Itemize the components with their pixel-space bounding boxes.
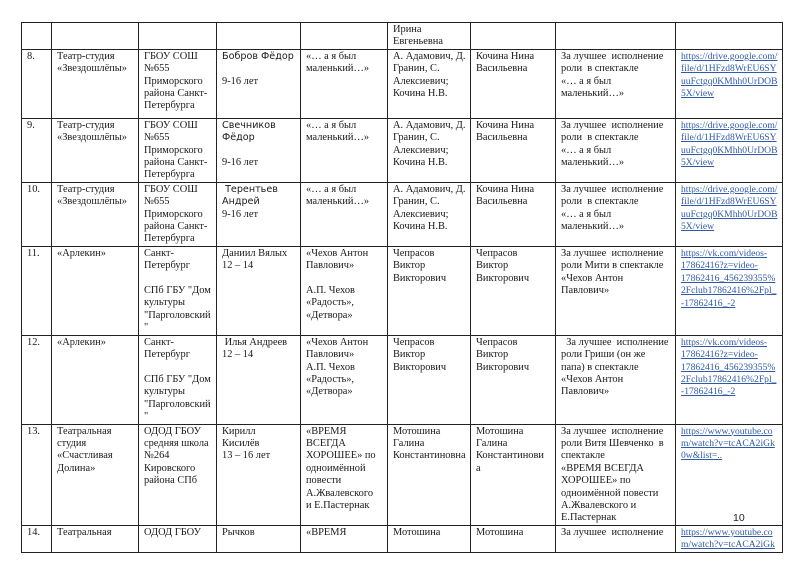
director-text: Чепрасов	[476, 336, 518, 348]
director-text: Константинови	[476, 450, 544, 462]
play-text: «… а я был	[306, 50, 357, 62]
cell-num	[22, 182, 52, 246]
nomination-text: «Чехов Антон	[561, 373, 624, 385]
cell-director	[471, 525, 556, 552]
org-text: Приморского	[144, 144, 203, 156]
video-link-line[interactable]: file/d/1HFzd8WrEU6SY	[681, 63, 777, 75]
org-text	[144, 362, 213, 374]
cell-link[interactable]	[676, 118, 783, 182]
cell-link[interactable]	[676, 23, 783, 50]
page-number: 10	[733, 512, 745, 524]
row-number: 9.	[27, 119, 35, 131]
author-text: Гранин, С.	[393, 63, 440, 75]
cell-studio	[52, 424, 139, 525]
cell-nomination	[556, 525, 676, 552]
studio-text: «Звездошлёпы»	[57, 63, 127, 75]
org-text: культуры	[144, 386, 185, 398]
cell-play	[301, 118, 388, 182]
video-link-line[interactable]: https://drive.google.com/	[681, 50, 778, 62]
cell-org	[139, 246, 217, 335]
cell-nomination	[556, 49, 676, 118]
director-text: Викторович	[476, 361, 530, 373]
cell-author	[388, 335, 471, 424]
author-text: Чепрасов	[393, 247, 435, 259]
nomination-text: «… а я был	[561, 144, 612, 156]
author-text: Кочина Н.В.	[393, 157, 448, 169]
cell-play	[301, 335, 388, 424]
studio-text: Театр-студия	[57, 183, 115, 195]
nomination-text: одноимённой повести	[561, 487, 659, 499]
cell-org	[139, 118, 217, 182]
nomination-text: За лучшее исполнение	[561, 119, 664, 131]
participant-text: Бобров Фёдор	[222, 50, 294, 62]
video-link-line[interactable]: 5X/view	[681, 88, 715, 100]
video-link-line[interactable]: 2Fclub17862416%2Fpl_	[681, 285, 777, 297]
participant-text: 9-16 лет	[222, 75, 258, 87]
author-text: Алексиевич;	[393, 144, 449, 156]
org-text: ОДОД ГБОУ	[144, 526, 201, 538]
org-text: района Санкт-	[144, 221, 208, 233]
org-text: №655	[144, 196, 170, 208]
cell-link[interactable]	[676, 246, 783, 335]
org-text: средняя школа	[144, 437, 209, 449]
director-text: Васильевна	[476, 132, 528, 144]
cell-nomination	[556, 23, 676, 50]
participant-text: Даниил Вялых	[222, 247, 288, 259]
author-text: А. Адамович, Д.	[393, 119, 466, 131]
cell-link[interactable]	[676, 49, 783, 118]
cell-nomination	[556, 182, 676, 246]
cell-studio	[52, 335, 139, 424]
nomination-text: ХОРОШЕЕ» по	[561, 475, 631, 487]
org-text: Петербурга	[144, 233, 195, 245]
cell-participant	[217, 49, 301, 118]
director-text: Виктор	[476, 349, 509, 361]
play-text: А.Жвалевского	[306, 487, 374, 499]
director-text: Мотошина	[476, 425, 524, 437]
author-text: Галина	[393, 437, 425, 449]
studio-text: «Арлекин»	[57, 336, 106, 348]
participant-text: 9-16 лет	[222, 157, 258, 169]
director-text: Кочина Нина	[476, 183, 535, 195]
participant-text: 9-16 лет	[222, 208, 258, 220]
studio-text: «Звездошлёпы»	[57, 132, 127, 144]
author-text: Мотошина	[393, 526, 441, 538]
author-text: Чепрасов	[393, 336, 435, 348]
play-text: «… а я был	[306, 183, 357, 195]
participant-text	[222, 63, 297, 75]
org-text: ГБОУ СОШ	[144, 183, 198, 195]
row-number: 11.	[27, 247, 40, 259]
nomination-text: За лучшее исполнение	[561, 336, 669, 348]
play-text: А.П. Чехов	[306, 361, 355, 373]
nomination-text: За лучшее исполнение	[561, 425, 664, 437]
cell-studio	[52, 182, 139, 246]
video-link-line[interactable]: -17862416_-2	[681, 297, 736, 309]
org-text: СПб ГБУ "Дом	[144, 373, 211, 385]
video-link-line[interactable]: 17862416?z=video-	[681, 260, 758, 272]
play-text: ХОРОШЕЕ» по	[306, 450, 376, 462]
cell-nomination	[556, 424, 676, 525]
cell-play	[301, 23, 388, 50]
video-link-line[interactable]: 5X/view	[681, 221, 715, 233]
cell-participant	[217, 118, 301, 182]
cell-author	[388, 424, 471, 525]
cell-studio	[52, 49, 139, 118]
cell-link[interactable]	[676, 182, 783, 246]
author-text: Виктор	[393, 349, 426, 361]
author-text: Гранин, С.	[393, 196, 440, 208]
nomination-text: «… а я был	[561, 75, 612, 87]
director-text: Галина	[476, 437, 508, 449]
org-text: "Парголовский"	[144, 398, 211, 423]
play-text: «Чехов Антон	[306, 247, 369, 259]
play-text: «ВРЕМЯ	[306, 425, 347, 437]
cell-play	[301, 424, 388, 525]
cell-participant	[217, 182, 301, 246]
nomination-text: За лучшее исполнение	[561, 526, 664, 538]
studio-text: студия	[57, 437, 87, 449]
play-text: и Е.Пастернак	[306, 499, 370, 511]
cell-director	[471, 118, 556, 182]
cell-author	[388, 23, 471, 50]
cell-author	[388, 118, 471, 182]
author-text: Константиновна	[393, 450, 466, 462]
row-number: 10.	[27, 183, 40, 195]
cell-participant	[217, 246, 301, 335]
play-text: маленький…»	[306, 63, 370, 75]
play-text: Павлович»	[306, 260, 355, 272]
org-text: района СПб	[144, 475, 198, 487]
play-text: «Чехов Антон	[306, 336, 369, 348]
play-text: «Радость»,	[306, 297, 355, 309]
cell-link[interactable]	[676, 424, 783, 525]
video-link-line[interactable]: https://vk.com/videos-	[681, 336, 768, 348]
org-text	[144, 273, 213, 285]
row-number: 14.	[27, 526, 40, 538]
org-text: Санкт-Петербург	[144, 247, 191, 272]
director-text: а	[476, 462, 481, 474]
author-text: Евгеньевна	[393, 36, 443, 48]
row-number: 13.	[27, 425, 40, 437]
cell-director	[471, 23, 556, 50]
director-text: Чепрасов	[476, 247, 518, 259]
cell-play	[301, 49, 388, 118]
table-row	[22, 335, 783, 424]
author-text: Алексиевич;	[393, 75, 449, 87]
author-text: Виктор	[393, 260, 426, 272]
table-row	[22, 424, 783, 525]
cell-org	[139, 335, 217, 424]
nomination-text: «… а я был	[561, 208, 612, 220]
cell-org	[139, 182, 217, 246]
participant-text: 12 – 14	[222, 260, 254, 272]
nomination-text: За лучшее исполнение	[561, 50, 664, 62]
cell-author	[388, 525, 471, 552]
author-text: Гранин, С.	[393, 132, 440, 144]
studio-text: Театр-студия	[57, 50, 115, 62]
cell-link[interactable]	[676, 335, 783, 424]
org-text: "Парголовский"	[144, 309, 211, 334]
cell-nomination	[556, 246, 676, 335]
director-text: Виктор	[476, 260, 509, 272]
participant-text: Рычков	[222, 526, 255, 538]
video-link-line[interactable]: https://drive.google.com/	[681, 183, 778, 195]
cell-director	[471, 335, 556, 424]
author-text: А. Адамович, Д.	[393, 183, 466, 195]
video-link-line[interactable]: https://www.youtube.co	[681, 425, 773, 437]
cell-num	[22, 525, 52, 552]
org-text: №655	[144, 63, 170, 75]
video-link-line[interactable]: 0w&list=..	[681, 450, 723, 462]
nomination-text: спектакле	[561, 450, 605, 462]
studio-text: Театр-студия	[57, 119, 115, 131]
cell-play	[301, 246, 388, 335]
cell-nomination	[556, 118, 676, 182]
author-text: Викторович	[393, 272, 447, 284]
org-text: района Санкт-	[144, 88, 208, 100]
author-text: А. Адамович, Д.	[393, 50, 466, 62]
video-link-line[interactable]: 5X/view	[681, 157, 715, 169]
cell-participant	[217, 424, 301, 525]
director-text: Васильевна	[476, 63, 528, 75]
play-text: «Детвора»	[306, 386, 353, 398]
video-link-line[interactable]: m/watch?v=tcACA2iGk	[681, 539, 775, 551]
nomination-text: А.Жвалевского и	[561, 499, 637, 511]
director-text: Кочина Нина	[476, 50, 535, 62]
nomination-text: роли Витя Шевченко в	[561, 437, 664, 449]
studio-text: Театральная	[57, 526, 112, 538]
table-row	[22, 525, 783, 552]
play-text: «… а я был	[306, 119, 357, 131]
nomination-text: маленький…»	[561, 221, 625, 233]
play-text: «ВРЕМЯ	[306, 526, 347, 538]
org-text: ГБОУ СОШ	[144, 119, 198, 131]
cell-num	[22, 246, 52, 335]
org-text: Санкт-Петербург	[144, 336, 191, 361]
play-text: «Детвора»	[306, 309, 353, 321]
org-text: №264 Кировского	[144, 450, 196, 474]
author-text: Ирина	[393, 24, 422, 35]
nomination-text: роли в спектакле	[561, 63, 639, 75]
participant-text	[222, 145, 297, 157]
cell-studio	[52, 525, 139, 552]
org-text: №655	[144, 132, 170, 144]
studio-text: «Арлекин»	[57, 247, 106, 259]
participant-text: Терентьев	[222, 183, 278, 195]
row-number: 12.	[27, 336, 40, 348]
cell-org	[139, 23, 217, 50]
director-text: Мотошина	[476, 526, 524, 538]
play-text: Павлович»	[306, 349, 355, 361]
cell-num	[22, 49, 52, 118]
table-row	[22, 118, 783, 182]
org-text: ОДОД ГБОУ	[144, 425, 201, 437]
cell-studio	[52, 23, 139, 50]
author-text: Викторович	[393, 361, 447, 373]
studio-text: «Звездошлёпы»	[57, 196, 127, 208]
studio-text: «Счастливая	[57, 450, 113, 462]
table-row	[22, 23, 783, 50]
org-text: района Санкт-	[144, 157, 208, 169]
play-text: одноимённой	[306, 462, 366, 474]
org-text: Петербурга	[144, 169, 195, 181]
participant-text: Кирилл	[222, 425, 256, 437]
author-text: Кочина Н.В.	[393, 88, 448, 100]
play-text: маленький…»	[306, 196, 370, 208]
video-link-line[interactable]: https://vk.com/videos-	[681, 247, 768, 259]
author-text: Мотошина	[393, 425, 441, 437]
participant-text: Фёдор	[222, 132, 255, 144]
video-link-line[interactable]: -17862416_-2	[681, 386, 736, 398]
cell-participant	[217, 525, 301, 552]
table-row	[22, 49, 783, 118]
cell-studio	[52, 118, 139, 182]
cell-num	[22, 118, 52, 182]
video-link-line[interactable]: m/watch?v=tcACA2iGk	[681, 437, 775, 449]
video-link-line[interactable]: 2Fclub17862416%2Fpl_	[681, 373, 777, 385]
video-link-line[interactable]: 17862416_456239355%	[681, 361, 776, 373]
cell-play	[301, 182, 388, 246]
video-link-line[interactable]: file/d/1HFzd8WrEU6SY	[681, 132, 777, 144]
nomination-text: За лучшее исполнение	[561, 247, 664, 259]
play-text: А.П. Чехов	[306, 285, 355, 297]
cell-num	[22, 424, 52, 525]
nomination-text: «Чехов Антон	[561, 272, 624, 284]
play-text: «Радость»,	[306, 373, 355, 385]
video-link-line[interactable]: 17862416_456239355%	[681, 272, 776, 284]
cell-num	[22, 335, 52, 424]
participant-text: Кисилёв	[222, 437, 260, 449]
org-text: культуры	[144, 297, 185, 309]
nomination-text: роли в спектакле	[561, 132, 639, 144]
participant-text: 12 – 14	[222, 349, 254, 361]
cell-org	[139, 424, 217, 525]
cell-director	[471, 246, 556, 335]
participant-text: Андрей	[222, 196, 260, 208]
nomination-text: «ВРЕМЯ ВСЕГДА	[561, 462, 644, 474]
cell-studio	[52, 246, 139, 335]
director-text: Кочина Нина	[476, 119, 535, 131]
table-row	[22, 246, 783, 335]
row-number: 8.	[27, 50, 35, 62]
nomination-text: Е.Пастернак	[561, 512, 617, 524]
nomination-text: Павлович»	[561, 386, 610, 398]
play-text: ВСЕГДА	[306, 437, 346, 449]
nomination-text: маленький…»	[561, 157, 625, 169]
studio-text: Театральная	[57, 425, 112, 437]
nomination-text: папа) в спектакле	[561, 361, 639, 373]
org-text: ГБОУ СОШ	[144, 50, 198, 62]
cell-nomination	[556, 335, 676, 424]
cell-author	[388, 182, 471, 246]
participant-text: 13 – 16 лет	[222, 450, 271, 462]
studio-text: Долина»	[57, 462, 96, 474]
play-text	[306, 273, 384, 285]
results-table	[21, 22, 783, 553]
cell-participant	[217, 335, 301, 424]
video-link-line[interactable]: https://www.youtube.co	[681, 526, 773, 538]
org-text: Приморского	[144, 208, 203, 220]
play-text: маленький…»	[306, 132, 370, 144]
video-link-line[interactable]: uuFctgq0KMhh0UrDOB	[681, 208, 778, 220]
author-text: Кочина Н.В.	[393, 221, 448, 233]
play-text: повести	[306, 475, 342, 487]
participant-text: Илья Андреев	[222, 336, 288, 348]
video-link-line[interactable]: file/d/1HFzd8WrEU6SY	[681, 196, 777, 208]
author-text: Алексиевич;	[393, 208, 449, 220]
cell-num	[22, 23, 52, 50]
cell-org	[139, 525, 217, 552]
video-link-line[interactable]: 17862416?z=video-	[681, 349, 758, 361]
cell-author	[388, 49, 471, 118]
cell-org	[139, 49, 217, 118]
table-body	[22, 23, 783, 553]
director-text: Викторович	[476, 272, 530, 284]
nomination-text: За лучшее исполнение	[561, 183, 664, 195]
cell-play	[301, 525, 388, 552]
cell-director	[471, 182, 556, 246]
video-link-line[interactable]: https://drive.google.com/	[681, 119, 778, 131]
nomination-text: маленький…»	[561, 88, 625, 100]
table-row	[22, 182, 783, 246]
org-text: СПб ГБУ "Дом	[144, 285, 211, 297]
cell-author	[388, 246, 471, 335]
org-text: Петербурга	[144, 100, 195, 112]
video-link-line[interactable]: uuFctgq0KMhh0UrDOB	[681, 144, 778, 156]
nomination-text: роли Гриши (он же	[561, 349, 646, 361]
nomination-text: Павлович»	[561, 285, 610, 297]
nomination-text: роли в спектакле	[561, 196, 639, 208]
director-text: Васильевна	[476, 196, 528, 208]
nomination-text: роли Мити в спектакле	[561, 260, 664, 272]
cell-link[interactable]	[676, 525, 783, 552]
cell-director	[471, 49, 556, 118]
cell-participant	[217, 23, 301, 50]
video-link-line[interactable]: uuFctgq0KMhh0UrDOB	[681, 75, 778, 87]
cell-director	[471, 424, 556, 525]
org-text: Приморского	[144, 75, 203, 87]
participant-text: Свечников	[222, 119, 276, 131]
